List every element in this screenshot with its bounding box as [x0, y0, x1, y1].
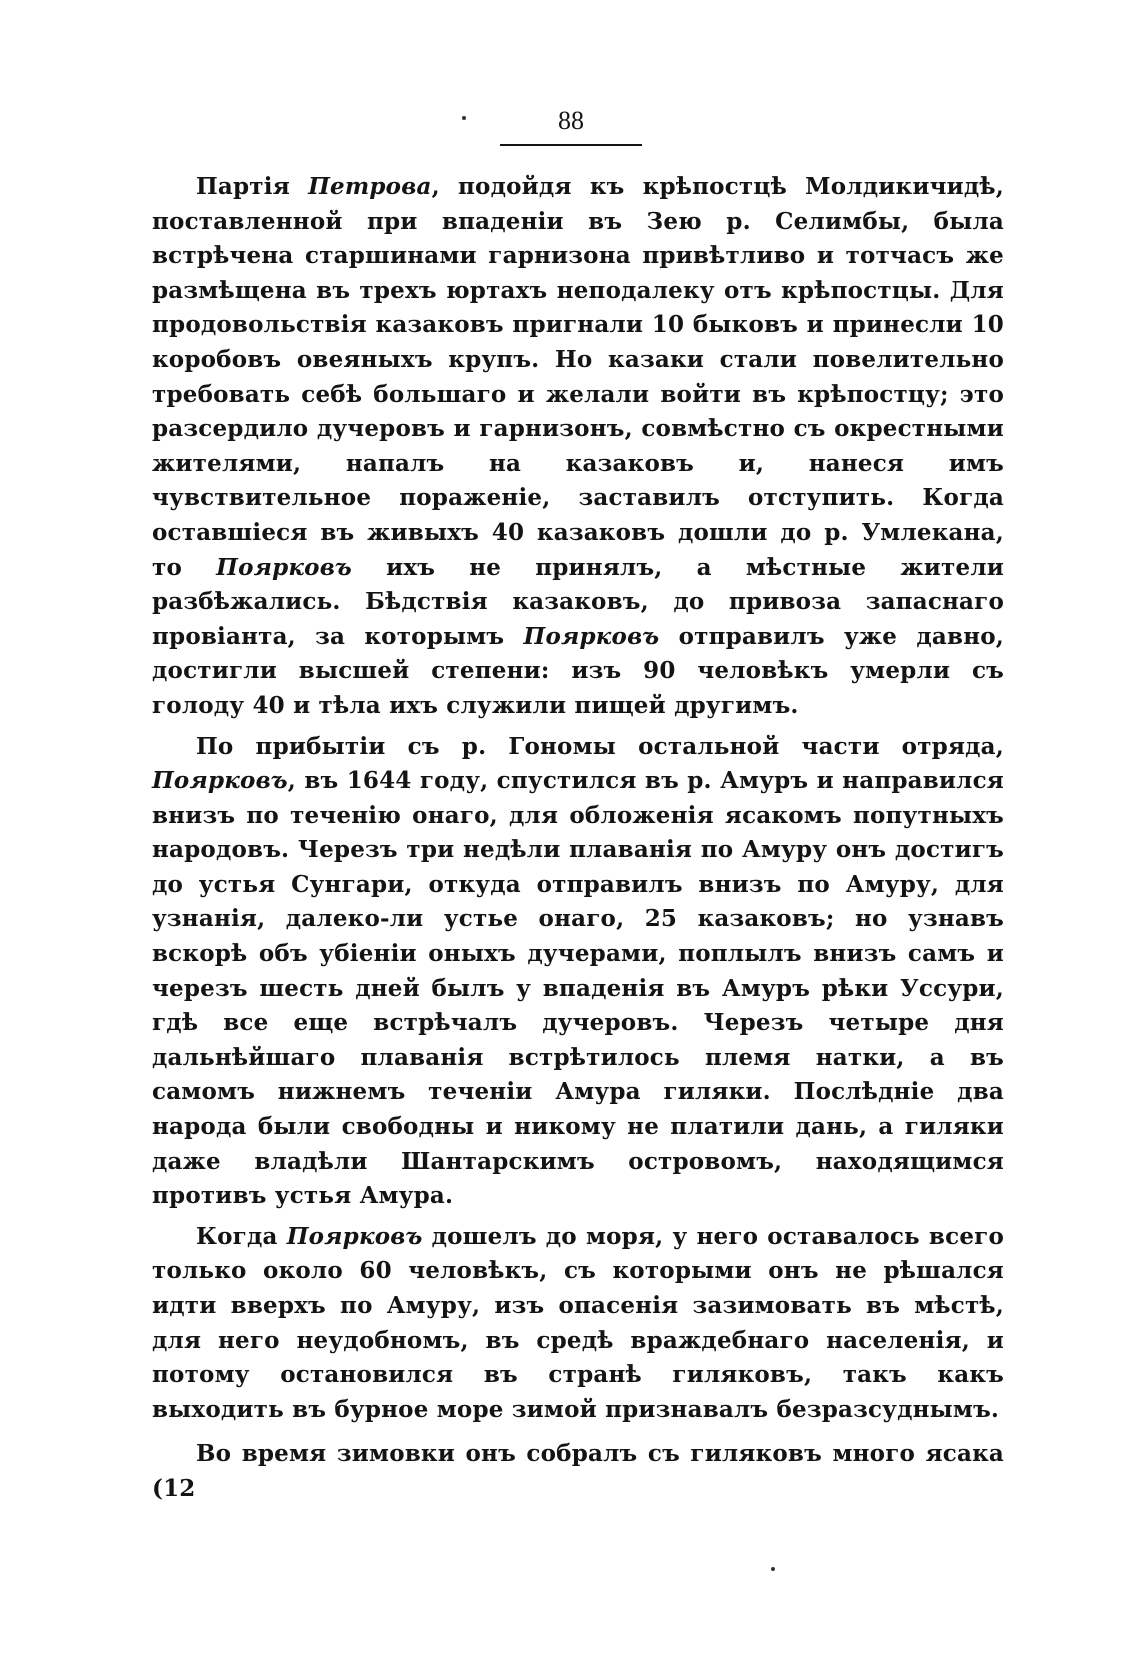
- person-name: Поярковъ: [216, 553, 352, 581]
- paragraph: [152, 1437, 1004, 1506]
- scan-speck: [771, 1567, 775, 1571]
- text-run: Партія: [196, 173, 309, 200]
- paragraph: [152, 730, 1004, 1214]
- person-name: Поярковъ: [523, 622, 660, 650]
- person-name: Поярковъ: [152, 767, 288, 795]
- body-text: [152, 170, 1004, 1507]
- page-number: 88: [500, 104, 642, 146]
- person-name: Поярковъ: [286, 1222, 423, 1250]
- text-run: , подойдя къ крѣпостцѣ Молдикичидѣ, поставленной при впаденіи въ Зею р. Селимбы, была встрѣчена старшинами гарнизона привѣтливо и тотчасъ же размѣщена въ трехъ юртахъ неподалеку отъ крѣпостцы. Для продовольствія казаковъ пригнали 10 быковъ и принесли 10 коробовъ овеяныхъ крупъ. Но казаки стали повелительно требовать себѣ большаго и желали войти въ крѣпостцу; это разсердило дучеровъ и гарнизонъ, совмѣстно съ окрестными жителями, напалъ на казаковъ и, нанеся имъ чувствительное пораженіе, заставилъ отступить. Когда оставшіеся въ живыхъ 40 казаковъ дошли до р. Умлекана, то: [152, 173, 1005, 581]
- text-run: Когда: [196, 1222, 287, 1250]
- text-run: ихъ не принялъ, а мѣстные жители разбѣжались. Бѣдствія казаковъ, до привоза запаснаго провіанта, за которымъ: [152, 553, 1004, 650]
- paragraph: [152, 1220, 1004, 1428]
- text-run: Во время зимовки онъ собралъ съ гиляковъ много ясака (12: [152, 1440, 1004, 1502]
- person-name: Петрова: [308, 173, 432, 200]
- text-run: дошелъ до моря, у него оставалось всего только около 60 человѣкъ, съ которыми онъ не рѣшался идти вверхъ по Амуру, изъ опасенія зазимовать въ мѣстѣ, для него неудобномъ, въ средѣ враждебнаго населенія, и потому остановился въ странѣ гиляковъ, такъ какъ выходить въ бурное море зимой признавалъ безразсуднымъ.: [152, 1222, 1004, 1423]
- text-run: По прибытіи съ р. Гономы остальной части отряда,: [196, 732, 1004, 760]
- text-run: , въ 1644 году, спустился въ р. Амуръ и направился внизъ по теченію онаго, для обложенія ясакомъ попутныхъ народовъ. Черезъ три недѣли плаванія по Амуру онъ достигъ до устья Сунгари, откуда отправилъ внизъ по Амуру, для узнанія, далеко-ли устье онаго, 25 казаковъ; но узнавъ вскорѣ объ убіеніи оныхъ дучерами, поплылъ внизъ самъ и черезъ шесть дней былъ у впаденія въ Амуръ рѣки Уссури, гдѣ все еще встрѣчалъ дучеровъ. Черезъ четыре дня дальнѣйшаго плаванія встрѣтилось племя натки, а въ самомъ нижнемъ теченіи Амура гиляки. Послѣдніе два народа были свободны и никому не платили дань, а гиляки даже владѣли Шантарскимъ островомъ, находящимся противъ устья Амура.: [152, 767, 1004, 1210]
- scan-speck: [462, 116, 466, 120]
- paragraph: [152, 170, 1004, 724]
- text-run: отправилъ уже давно, достигли высшей степени: изъ 90 человѣкъ умерли съ голоду 40 и тѣла ихъ служили пищей другимъ.: [152, 622, 1004, 719]
